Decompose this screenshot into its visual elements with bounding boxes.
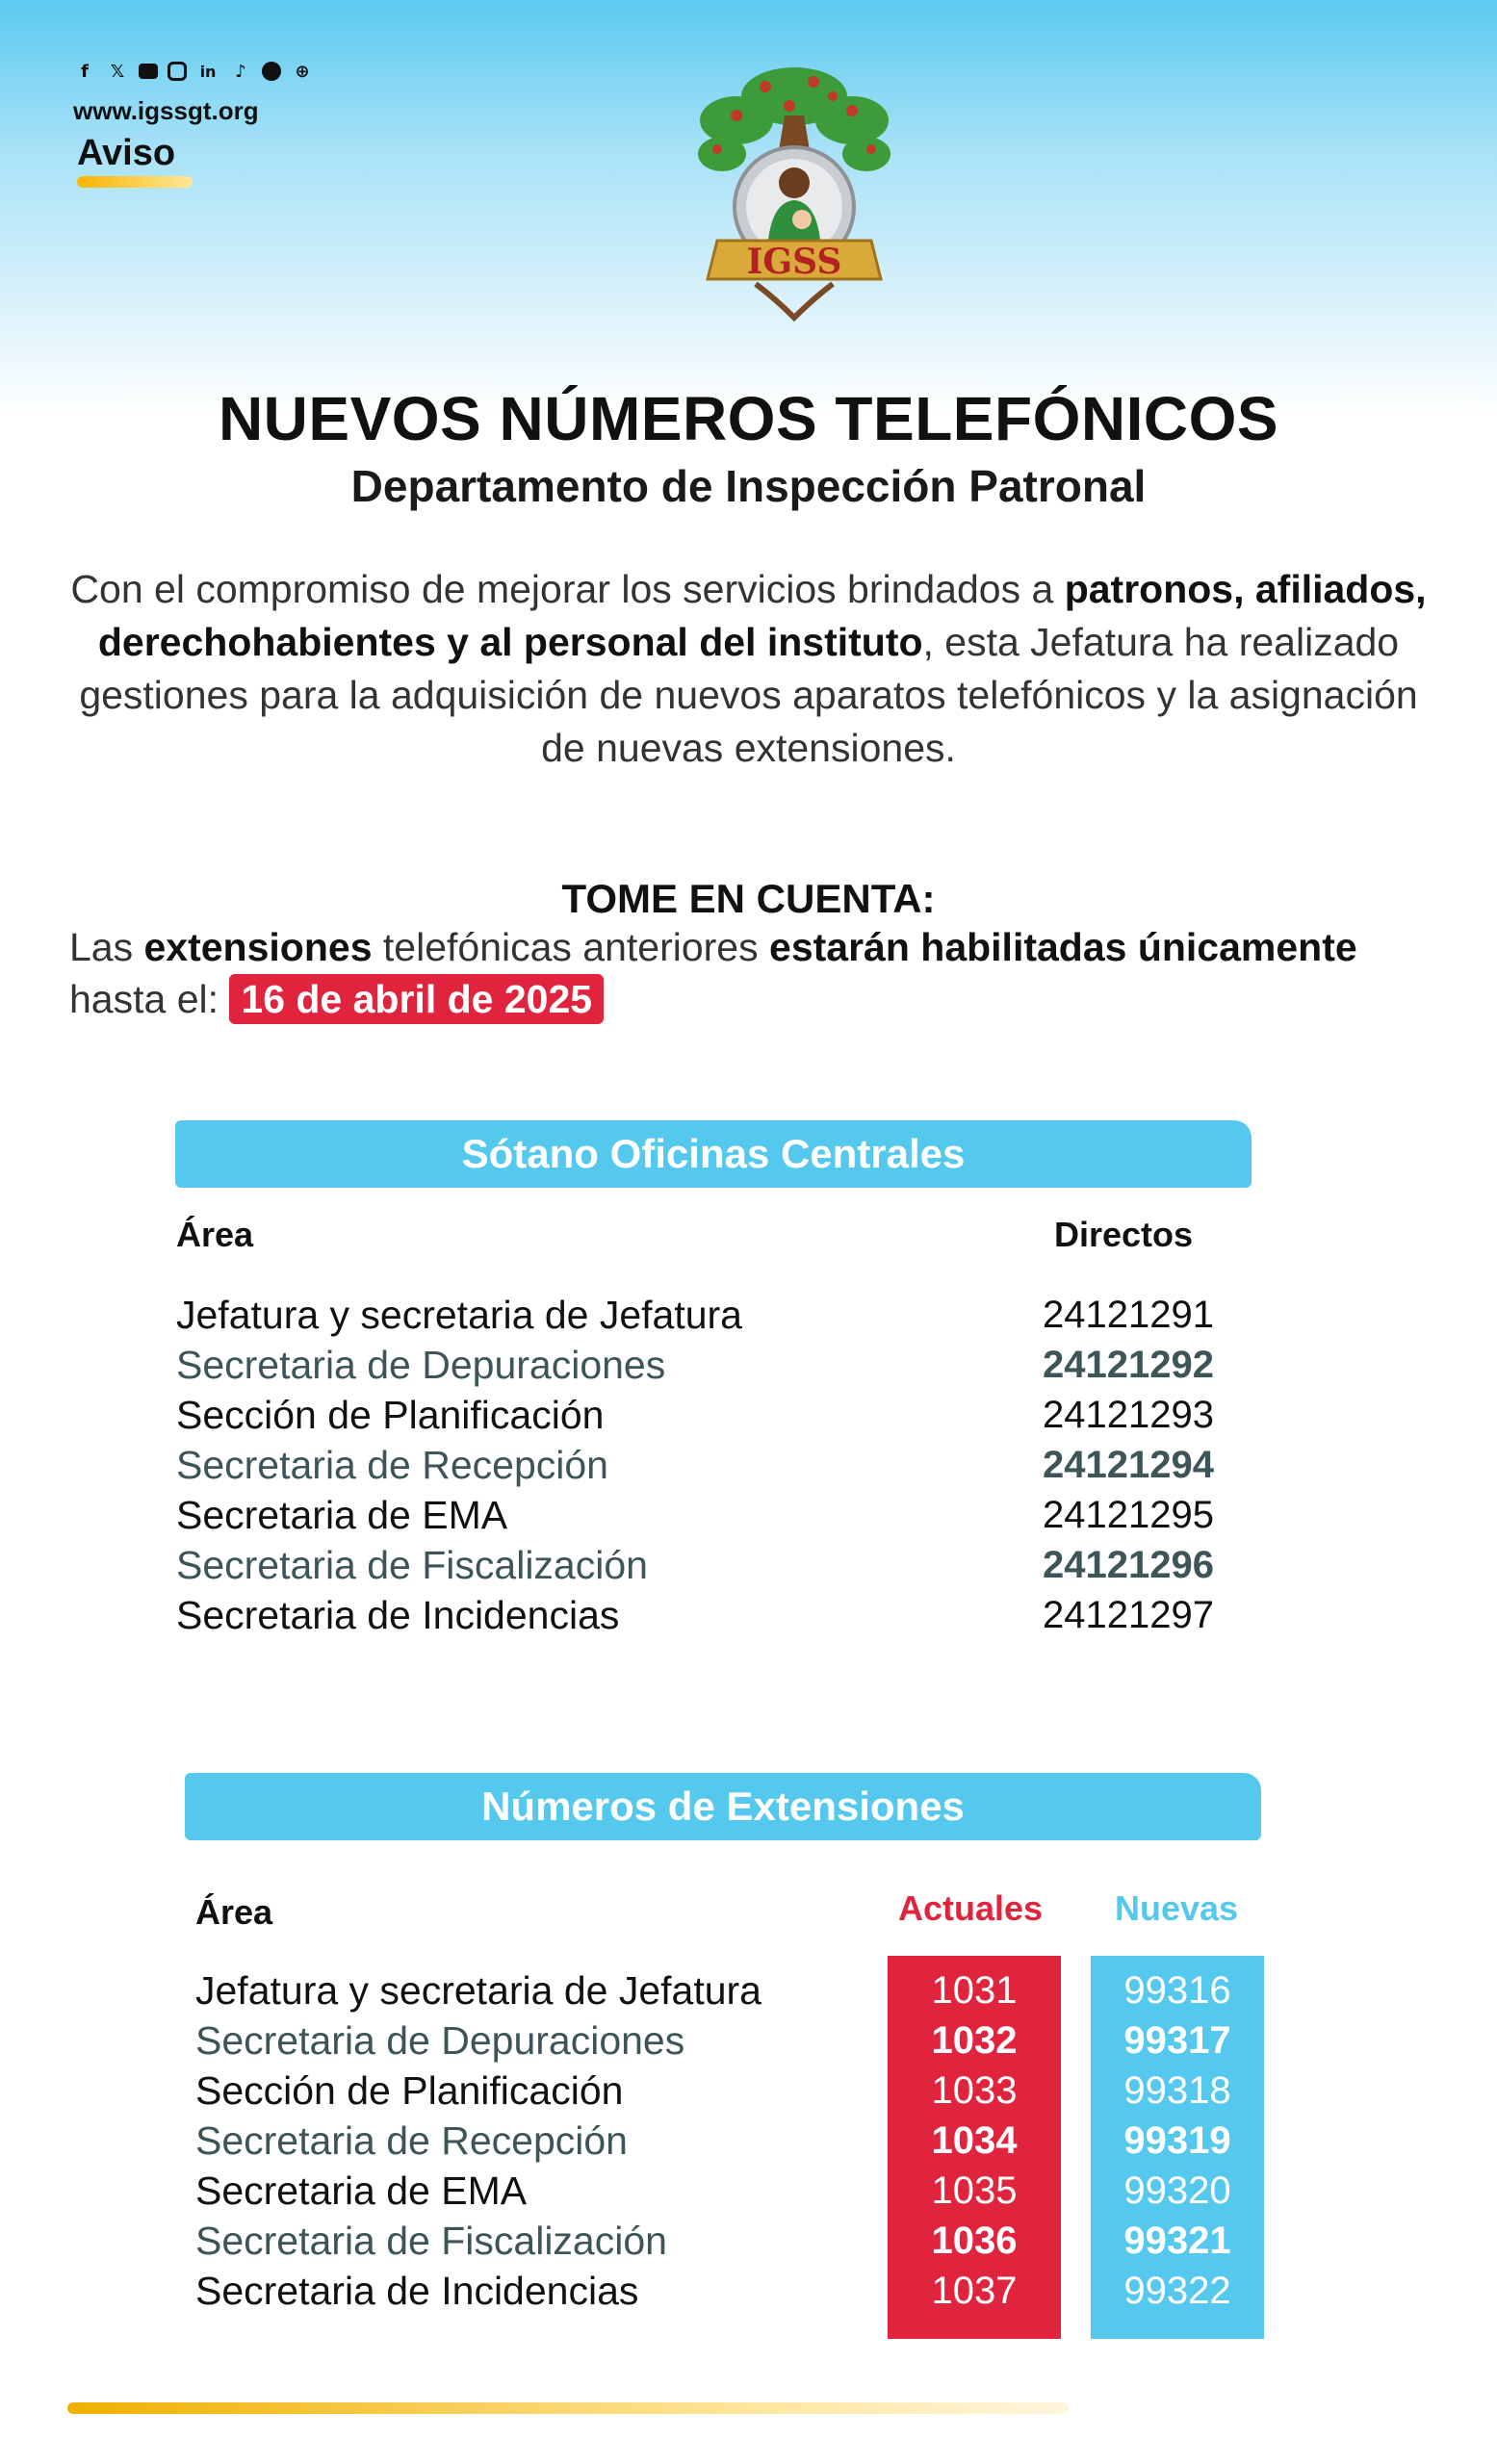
table-row-nueva: 99317: [1123, 2019, 1231, 2062]
website-link[interactable]: www.igssgt.org: [73, 96, 259, 125]
table-row-area: Secretaria de Fiscalización: [195, 2219, 667, 2263]
table-row-actual: 1031: [931, 1969, 1018, 2012]
table-row-nueva: 99321: [1123, 2220, 1231, 2262]
intro-bold: patronos, afiliados, derechohabientes y al personal del instituto: [97, 567, 1427, 664]
notice-text: [69, 921, 1436, 1025]
instagram-icon[interactable]: [168, 62, 187, 81]
notice-t3: hasta el:: [69, 977, 230, 1021]
table-row-nueva: 99322: [1123, 2270, 1231, 2312]
page-title: NUEVOS NÚMEROS TELEFÓNICOS: [218, 384, 1279, 453]
table-row-area: Secretaria de Recepción: [176, 1443, 608, 1487]
deadline-date-badge: 16 de abril de 2025: [229, 974, 604, 1024]
social-icons: [73, 60, 314, 83]
col-header-directos: Directos: [1054, 1215, 1194, 1254]
table-row-actual: 1035: [931, 2169, 1018, 2212]
web-icon[interactable]: ⊕: [295, 61, 310, 82]
table-row-area: Jefatura y secretaria de Jefatura: [176, 1293, 742, 1337]
table-row-area: Secretaria de EMA: [195, 2169, 528, 2213]
aviso-tag: Aviso: [77, 133, 176, 173]
table-row-directo: 24121297: [1043, 1594, 1214, 1636]
table-row-actual: 1036: [931, 2220, 1018, 2262]
logo-text: IGSS: [746, 242, 842, 282]
notice-heading: TOME EN CUENTA:: [561, 876, 936, 921]
table-row-actual: 1037: [931, 2270, 1018, 2312]
table-row-area: Jefatura y secretaria de Jefatura: [195, 1968, 761, 2013]
intro-text-1: Con el compromiso de mejorar los servicios brindados a: [70, 567, 1065, 611]
igss-logo: [679, 58, 910, 327]
table-row-area: Secretaria de Depuraciones: [176, 1343, 666, 1387]
table-row-directo: 24121295: [1043, 1494, 1214, 1536]
col-header-area: Área: [195, 1892, 273, 1932]
table-row-area: Secretaria de Fiscalización: [176, 1543, 648, 1587]
table-row-area: Secretaria de Incidencias: [176, 1593, 620, 1637]
table-row-area: Secretaria de Depuraciones: [195, 2018, 685, 2063]
table-row-directo: 24121291: [1043, 1294, 1214, 1336]
notice-b2: estarán habilitadas únicamente: [769, 925, 1357, 969]
youtube-icon[interactable]: [139, 64, 158, 79]
intro-text-2: , esta Jefatura ha realizado gestiones para la adquisición de nuevos aparatos telefónicos y la asignación de nuevas extensiones.: [79, 620, 1418, 770]
col-header-area: Área: [176, 1215, 254, 1254]
table-row-area: Sección de Planificación: [176, 1393, 605, 1437]
table-row-nueva: 99320: [1123, 2169, 1231, 2212]
table-row-directo: 24121292: [1043, 1344, 1214, 1386]
notice-b1: extensiones: [143, 925, 373, 969]
footer-accent-bar: [67, 2402, 1069, 2414]
linkedin-icon[interactable]: in: [199, 62, 217, 81]
table-row-actual: 1034: [931, 2119, 1018, 2162]
section-banner-directos: Sótano Oficinas Centrales: [175, 1120, 1252, 1188]
facebook-icon[interactable]: f: [81, 61, 89, 82]
section-banner-extensiones: Números de Extensiones: [185, 1773, 1261, 1840]
table-row-area: Sección de Planificación: [195, 2068, 624, 2113]
table-row-nueva: 99316: [1123, 1969, 1231, 2012]
page-subtitle: Departamento de Inspección Patronal: [350, 461, 1147, 511]
tiktok-icon[interactable]: ♪: [235, 61, 246, 82]
col-header-actuales: Actuales: [898, 1888, 1044, 1928]
aviso-underline: [77, 176, 193, 188]
notice-t2: telefónicas anteriores: [372, 925, 770, 969]
col-header-nuevas: Nuevas: [1115, 1888, 1239, 1928]
table-row-nueva: 99318: [1123, 2069, 1231, 2112]
notice-t1: Las: [69, 925, 144, 969]
table-row-area: Secretaria de EMA: [176, 1493, 508, 1537]
x-icon[interactable]: 𝕏: [110, 61, 125, 82]
table-row-directo: 24121293: [1043, 1394, 1214, 1436]
table-row-area: Secretaria de Incidencias: [195, 2269, 639, 2313]
spotify-icon[interactable]: [262, 62, 281, 81]
table-row-area: Secretaria de Recepción: [195, 2118, 628, 2163]
table-row-actual: 1032: [931, 2019, 1018, 2062]
table-row-directo: 24121296: [1043, 1544, 1214, 1586]
table-row-nueva: 99319: [1123, 2119, 1231, 2162]
table-row-directo: 24121294: [1043, 1444, 1214, 1486]
intro-paragraph: [58, 563, 1439, 775]
table-row-actual: 1033: [931, 2069, 1018, 2112]
